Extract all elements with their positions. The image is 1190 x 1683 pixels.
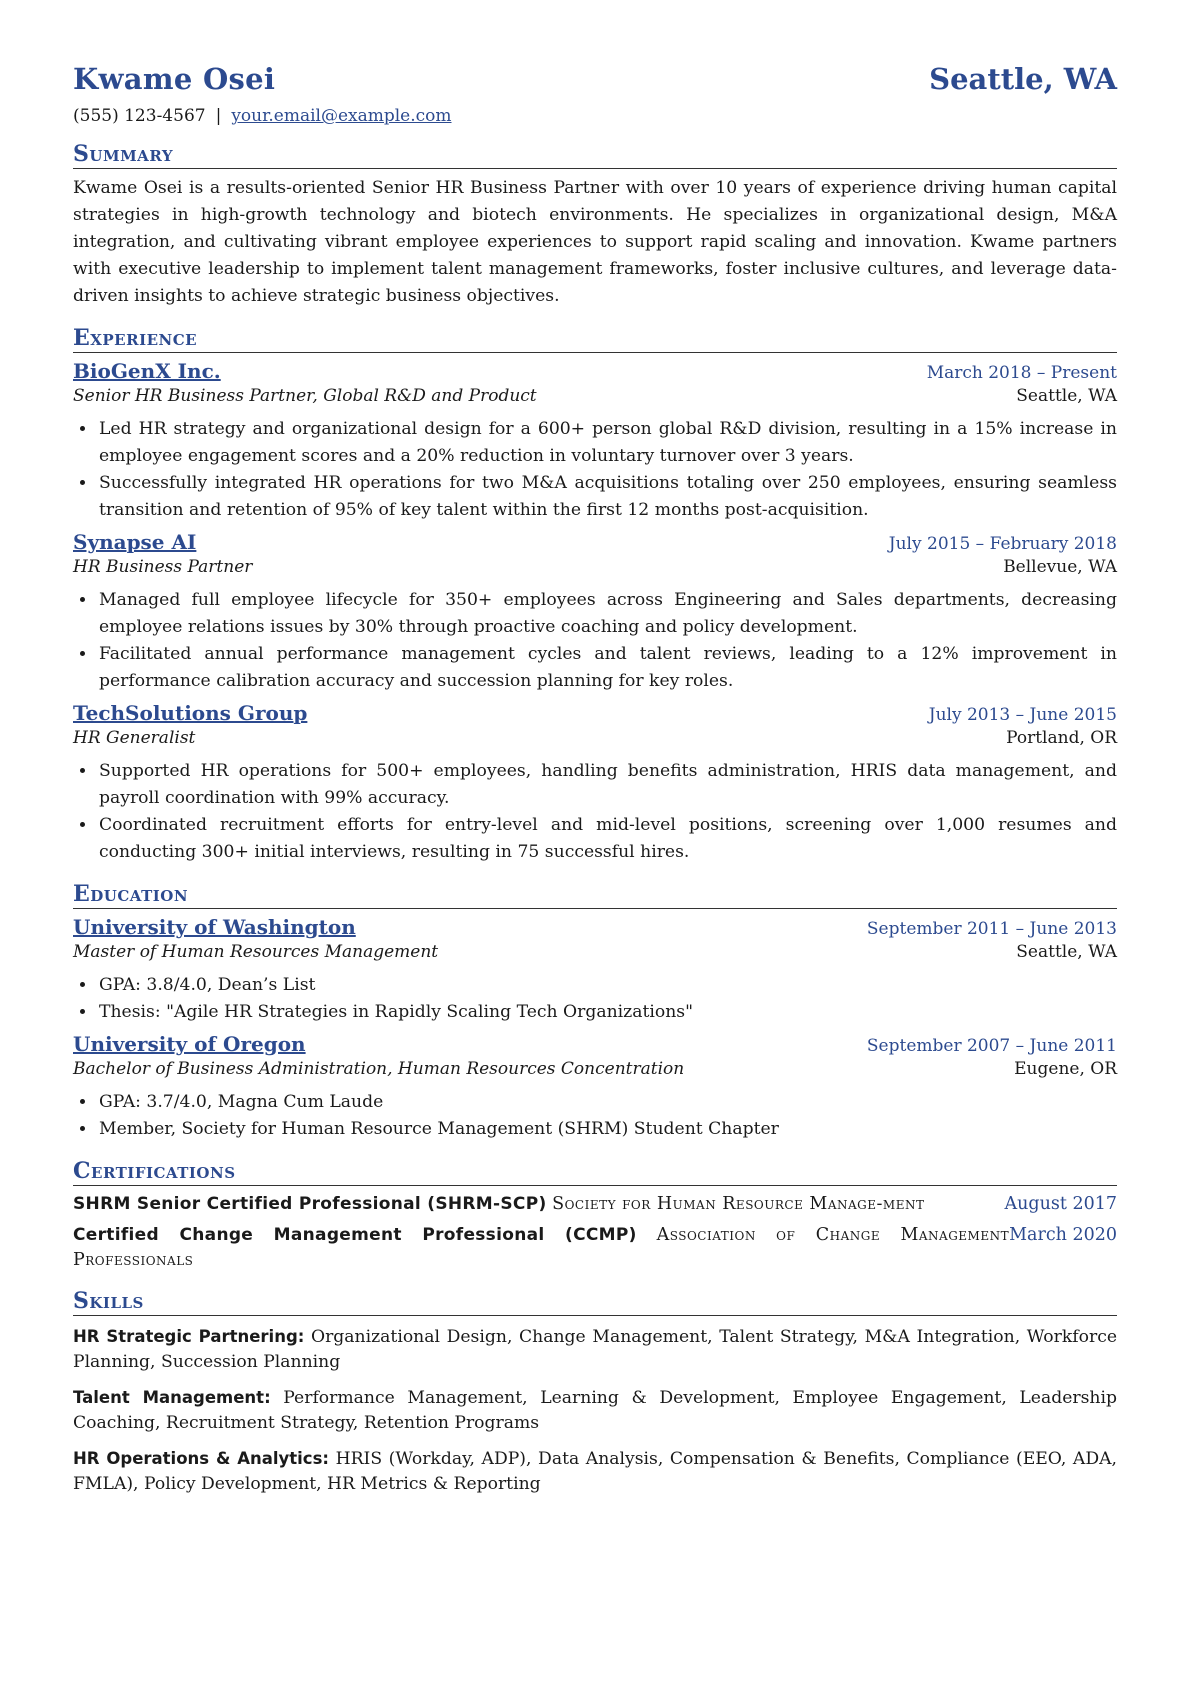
- job-location: Seattle, WA: [1016, 386, 1117, 406]
- job-location: Bellevue, WA: [1003, 557, 1117, 577]
- experience-entry: [73, 359, 1117, 524]
- achievement-list: [73, 587, 1117, 695]
- education-entry: [73, 1032, 1117, 1143]
- experience-entry: [73, 530, 1117, 695]
- education-detail-item: • Thesis: "Agile HR Strategies in Rapidly Scaling Tech Organizations": [97, 999, 1117, 1026]
- candidate-location: Seattle, WA: [929, 62, 1117, 96]
- certification-entry: [73, 1192, 1117, 1217]
- skill-group-items: HRIS (Workday, ADP), Data Analysis, Compensation & Benefits, Compliance (EEO, ADA, FMLA), Policy Development, HR Metrics & Reporting: [73, 1449, 1117, 1494]
- achievement-item: • Supported HR operations for 500+ employees, handling benefits administration, HRIS data management, and payroll coordination with 99% accuracy.: [97, 758, 1117, 812]
- education-details: [73, 972, 1117, 1026]
- employment-dates: March 2018 – Present: [926, 363, 1117, 383]
- skill-group: [73, 1446, 1117, 1497]
- education-entry: [73, 915, 1117, 1026]
- education-detail-item: • GPA: 3.7/4.0, Magna Cum Laude: [97, 1089, 1117, 1116]
- achievement-item: • Successfully integrated HR operations for two M&A acquisitions totaling over 250 employees, ensuring seamless transition and retention of 95% of key talent within the first 12 months post-acquisition.: [97, 470, 1117, 524]
- achievement-item: • Coordinated recruitment efforts for entry-level and mid-level positions, screening over 1,000 resumes and conducting 300+ initial interviews, resulting in 75 successful hires.: [97, 812, 1117, 866]
- employer-link[interactable]: BioGenX Inc.: [73, 359, 221, 383]
- job-title: Senior HR Business Partner, Global R&D and Product: [73, 386, 537, 406]
- skill-group-items: Performance Management, Learning & Development, Employee Engagement, Leadership Coaching, Recruitment Strategy, Retention Programs: [73, 1388, 1118, 1433]
- skill-group-label: HR Strategic Partnering:: [73, 1327, 305, 1346]
- school-link[interactable]: University of Oregon: [73, 1032, 306, 1056]
- certification-date: August 2017: [1004, 1194, 1117, 1214]
- skill-group-items: Organizational Design, Change Management, Talent Strategy, M&A Integration, Workforce Planning, Succession Planning: [73, 1327, 1117, 1372]
- certification-entry: [73, 1223, 1117, 1273]
- school-location: Eugene, OR: [1014, 1059, 1117, 1079]
- employment-dates: July 2015 – February 2018: [888, 534, 1117, 554]
- phone-number: (555) 123-4567: [73, 106, 206, 126]
- school-link[interactable]: University of Washington: [73, 915, 356, 939]
- education-detail-item: • GPA: 3.8/4.0, Dean’s List: [97, 972, 1117, 999]
- job-title: HR Generalist: [73, 728, 196, 748]
- employment-dates: July 2013 – June 2015: [928, 705, 1117, 725]
- school-location: Seattle, WA: [1016, 942, 1117, 962]
- achievement-item: • Facilitated annual performance management cycles and talent reviews, leading to a 12% improvement in performance calibration accuracy and succession planning for key roles.: [97, 641, 1117, 695]
- achievement-item: • Managed full employee lifecycle for 350+ employees across Engineering and Sales departments, decreasing employee relations issues by 30% through proactive coaching and policy development.: [97, 587, 1117, 641]
- contact-separator: |: [215, 106, 222, 126]
- section-title-certifications: Certifications: [73, 1157, 1117, 1186]
- header: [73, 62, 1117, 96]
- contact-line: [73, 106, 1117, 126]
- skill-group: [73, 1324, 1117, 1375]
- section-title-summary: Summary: [73, 140, 1117, 169]
- job-location: Portland, OR: [1006, 728, 1117, 748]
- certification-issuer: Society for Human Resource Manage-ment: [552, 1194, 925, 1214]
- experience-entry: [73, 701, 1117, 866]
- candidate-name: Kwame Osei: [73, 62, 276, 96]
- study-dates: September 2011 – June 2013: [866, 919, 1117, 939]
- education-details: [73, 1089, 1117, 1143]
- certification-name: Certified Change Management Professional (CCMP): [73, 1225, 637, 1245]
- degree: Master of Human Resources Management: [73, 942, 439, 962]
- certification-name: SHRM Senior Certified Professional (SHRM-SCP): [73, 1194, 547, 1214]
- achievement-item: • Led HR strategy and organizational design for a 600+ person global R&D division, resulting in a 15% increase in employee engagement scores and a 20% reduction in voluntary turnover over 3 years.: [97, 416, 1117, 470]
- skill-group-label: Talent Management:: [73, 1388, 271, 1407]
- education-detail-item: • Member, Society for Human Resource Management (SHRM) Student Chapter: [97, 1116, 1117, 1143]
- summary-text: Kwame Osei is a results-oriented Senior HR Business Partner with over 10 years of experience driving human capital strategies in high-growth technology and biotech environments. He specializes in organizational design, M&A integration, and cultivating vibrant employee experiences to support rapid scaling and innovation. Kwame partners with executive leadership to implement talent management frameworks, foster inclusive cultures, and leverage data-driven insights to achieve strategic business objectives.: [73, 178, 1117, 306]
- degree: Bachelor of Business Administration, Human Resources Concentration: [73, 1059, 685, 1079]
- employer-link[interactable]: Synapse AI: [73, 530, 197, 554]
- employer-link[interactable]: TechSolutions Group: [73, 701, 308, 725]
- section-title-experience: Experience: [73, 324, 1117, 353]
- achievement-list: [73, 416, 1117, 524]
- email-link[interactable]: your.email@example.com: [231, 106, 452, 126]
- certification-issuer: Association of Change Management Professionals: [73, 1225, 1010, 1270]
- study-dates: September 2007 – June 2011: [866, 1036, 1117, 1056]
- section-title-education: Education: [73, 880, 1117, 909]
- achievement-list: [73, 758, 1117, 866]
- section-title-skills: Skills: [73, 1287, 1117, 1316]
- skill-group-label: HR Operations & Analytics:: [73, 1449, 330, 1468]
- skill-group: [73, 1385, 1117, 1436]
- job-title: HR Business Partner: [73, 557, 253, 577]
- certification-date: March 2020: [1009, 1225, 1117, 1245]
